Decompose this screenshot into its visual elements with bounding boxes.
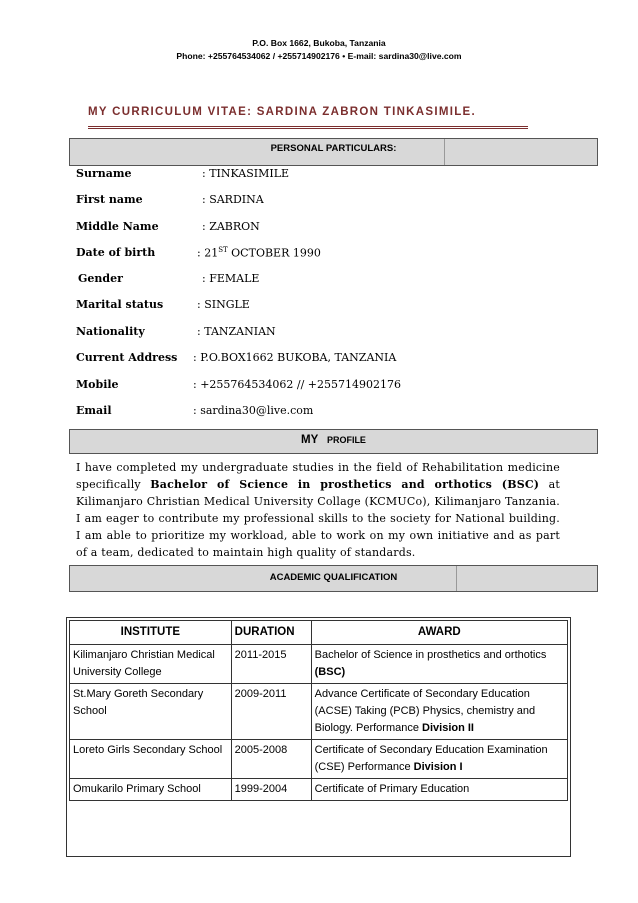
cell-institute: Loreto Girls Secondary School: [70, 740, 232, 779]
personal-value: [197, 298, 250, 311]
award-text: Certificate of Primary Education: [314, 783, 470, 795]
section-title-profile: PROFILE: [326, 435, 366, 445]
personal-value: [197, 325, 276, 338]
personal-value-text: : SARDINA: [202, 193, 264, 206]
award-grade: (BSC): [314, 666, 346, 678]
personal-value-text: : P.O.BOX1662 BUKOBA, TANZANIA: [193, 351, 397, 364]
section-bar-academic: [69, 565, 598, 592]
personal-label: Surname: [76, 167, 132, 180]
section-bar-personal: [69, 138, 598, 166]
personal-label: Email: [76, 404, 112, 417]
personal-value-text: : sardina30@live.com: [193, 404, 314, 417]
bar-divider: [444, 139, 445, 165]
award-grade: Division II: [422, 722, 474, 734]
cell-institute: Kilimanjaro Christian Medical University College: [70, 645, 232, 684]
personal-value: [202, 167, 289, 180]
header-address: P.O. Box 1662, Bukoba, Tanzania: [252, 38, 386, 48]
profile-text-2: at Kilimanjaro Christian Medical University Collage (KCMUCo), Kilimanjaro Tanzania. I am eager to contribute my professional skills to the society for National building. I am able to prioritize my workload, able to work on my own initiative and as part of a team, dedicated to maintain high quality of standards.: [76, 478, 561, 559]
personal-value-text: : ZABRON: [202, 220, 260, 233]
section-title-academic: ACADEMIC QUALIFICATION: [269, 572, 398, 583]
header-contact: Phone: +255764534062 / +255714902176 • E-mail: sardina30@live.com: [176, 51, 462, 61]
personal-value-text: : SINGLE: [197, 298, 250, 311]
cell-duration: 2005-2008: [231, 740, 311, 779]
personal-value: [193, 378, 401, 391]
profile-degree: Bachelor of Science in prosthetics and orthotics (BSC): [150, 478, 540, 491]
cell-institute: St.Mary Goreth Secondary School: [70, 684, 232, 740]
personal-label: Current Address: [76, 351, 178, 364]
award-grade: Division I: [413, 761, 463, 773]
col-header-award: AWARD: [311, 621, 567, 645]
cv-title: MY CURRICULUM VITAE: SARDINA ZABRON TINKASIMILE.: [88, 106, 477, 118]
personal-value-text: : TINKASIMILE: [202, 167, 290, 180]
personal-value-text: : FEMALE: [202, 272, 260, 285]
personal-value: [197, 246, 321, 260]
table-row: [70, 645, 568, 684]
personal-label: Marital status: [76, 298, 164, 311]
personal-value: [202, 272, 259, 285]
award-text: Bachelor of Science in prosthetics and orthotics: [314, 649, 547, 661]
bar-divider: [456, 566, 457, 591]
personal-value-text: : TANZANIAN: [197, 325, 276, 338]
cell-award: [311, 684, 567, 740]
personal-label: Nationality: [76, 325, 145, 338]
personal-label: Gender: [78, 272, 123, 285]
title-underline: [88, 126, 528, 129]
personal-value: [202, 193, 264, 206]
cell-award: [311, 645, 567, 684]
personal-value: [193, 404, 313, 417]
col-header-institute: INSTITUTE: [70, 621, 232, 645]
personal-label: Date of birth: [76, 246, 156, 259]
profile-paragraph: [76, 459, 560, 561]
personal-value-text: : 21: [197, 246, 219, 260]
cell-duration: 2011-2015: [231, 645, 311, 684]
table-row: [70, 684, 568, 740]
academic-table: [69, 620, 568, 801]
section-title-personal: PERSONAL PARTICULARS:: [270, 143, 397, 154]
personal-label: First name: [76, 193, 143, 206]
personal-value: [193, 351, 396, 364]
cell-award: [311, 779, 567, 801]
personal-value-text: OCTOBER 1990: [227, 246, 321, 260]
personal-value: [202, 220, 260, 233]
personal-value-text: : +255764534062 // +255714902176: [193, 378, 402, 391]
cell-award: [311, 740, 567, 779]
cell-duration: 1999-2004: [231, 779, 311, 801]
table-header-row: [70, 621, 568, 645]
cell-institute: Omukarilo Primary School: [70, 779, 232, 801]
section-title-my: MY: [301, 434, 319, 446]
date-suffix: ST: [218, 246, 228, 254]
personal-label: Middle Name: [76, 220, 159, 233]
profile-text-1: I have completed my undergraduate studies in the field of Rehabilitation medicine specifically: [76, 461, 560, 491]
table-row: [70, 740, 568, 779]
cell-duration: 2009-2011: [231, 684, 311, 740]
col-header-duration: DURATION: [231, 621, 311, 645]
award-text: Certificate of Secondary Education Examination (CSE) Performance: [314, 744, 548, 773]
personal-label: Mobile: [76, 378, 119, 391]
section-bar-profile: [69, 429, 598, 454]
table-row: [70, 779, 568, 801]
award-text: Advance Certificate of Secondary Education (ACSE) Taking (PCB) Physics, chemistry and Biology. Performance: [314, 688, 536, 734]
cv-title-block: [88, 106, 528, 118]
